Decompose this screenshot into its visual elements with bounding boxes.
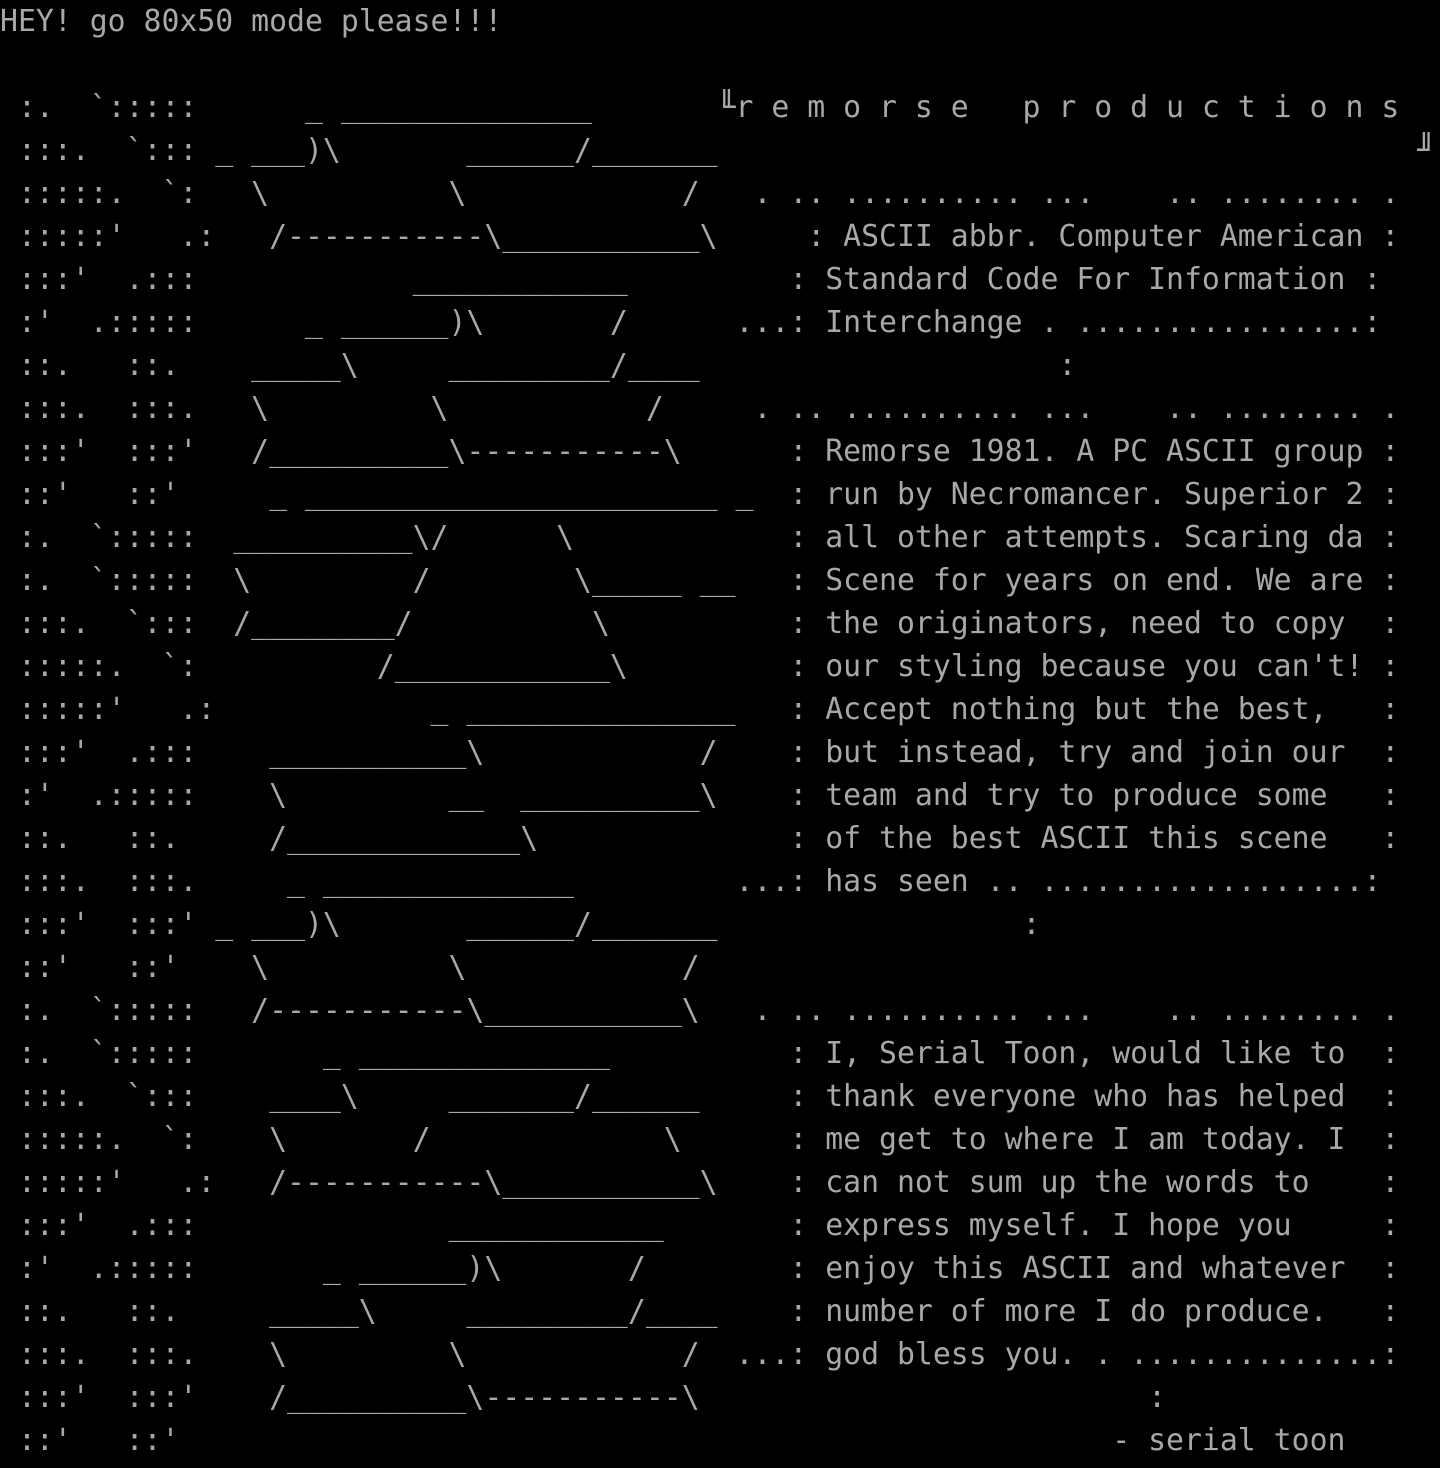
screen-line: :::' .::: ___________\ / : but instead, try and join our :: [0, 735, 1400, 770]
screen-line: :. `::::: _ ______________ : I, Serial Toon, would like to :: [0, 1036, 1400, 1071]
screen-line: :::::' .: /-----------\___________\ : can not sum up the words to :: [0, 1165, 1400, 1200]
screen-line: :::' .::: ____________ : Standard Code For Information :: [0, 262, 1382, 297]
screen-line: :::. :::. _ ______________ ...: has seen .. ..................:: [0, 864, 1382, 899]
screen-line: :' .::::: \ __ __________\ : team and try to produce some :: [0, 778, 1400, 813]
screen-line: :::::. `: \ \ / . .. .......... ... .. ........ .: [0, 176, 1400, 211]
screen-line: ::' ::' - serial toon: [0, 1423, 1346, 1458]
screen-line: :::::. `: \ / \ : me get to where I am today. I :: [0, 1122, 1400, 1157]
screen-line: :::::' .: _ _______________ : Accept nothing but the best, :: [0, 692, 1400, 727]
screen-line: :::' :::' /__________\-----------\ :: [0, 1380, 1167, 1415]
screen-line: :' .::::: _ ______)\ / ...: Interchange . ................:: [0, 305, 1382, 340]
screen-line: :::. `::: _ ___)\ ______/_______ ╜: [0, 133, 1436, 168]
screen-line: ::. ::. _____\ _________/____ : number of more I do produce. :: [0, 1294, 1400, 1329]
screen-line: :. `::::: \ / \_____ __ : Scene for years on end. We are :: [0, 563, 1400, 598]
screen-line: :::::. `: /____________\ : our styling because you can't! :: [0, 649, 1400, 684]
screen-line: :::. :::. \ \ / . .. .......... ... .. ........ .: [0, 391, 1400, 426]
screen-line: HEY! go 80x50 mode please!!!: [0, 4, 503, 39]
screen-line: ::' ::' _ _______________________ _ : run by Necromancer. Superior 2 :: [0, 477, 1400, 512]
screen-line: ::. ::. _____\ _________/____ :: [0, 348, 1077, 383]
screen-line: :::. :::. \ \ / ...: god bless you. . ..............:: [0, 1337, 1400, 1372]
screen-line: :::. `::: ____\ _______/______ : thank everyone who has helped :: [0, 1079, 1400, 1114]
screen-line: :::' :::' _ ___)\ ______/_______ :: [0, 907, 1041, 942]
screen-line: ::. ::. /_____________\ : of the best ASCII this scene :: [0, 821, 1400, 856]
screen-line: :. `::::: /-----------\___________\ . .. .......... ... .. ........ .: [0, 993, 1400, 1028]
screen-line: :' .::::: _ ______)\ / : enjoy this ASCII and whatever :: [0, 1251, 1400, 1286]
screen-line: :::' :::' /__________\-----------\ : Remorse 1981. A PC ASCII group :: [0, 434, 1400, 469]
screen-line: :::::' .: /-----------\___________\ : ASCII abbr. Computer American :: [0, 219, 1400, 254]
screen-line: :. `::::: _ ______________ ╙r e m o r s e p r o d u c t i o n s: [0, 90, 1400, 125]
screen-line: :. `::::: __________\/ \ : all other attempts. Scaring da :: [0, 520, 1400, 555]
screen-line: ::' ::' \ \ /: [0, 950, 700, 985]
screen-line: :::. `::: /________/ \ : the originators, need to copy :: [0, 606, 1400, 641]
screen-line: :::' .::: ____________ : express myself. I hope you :: [0, 1208, 1400, 1243]
